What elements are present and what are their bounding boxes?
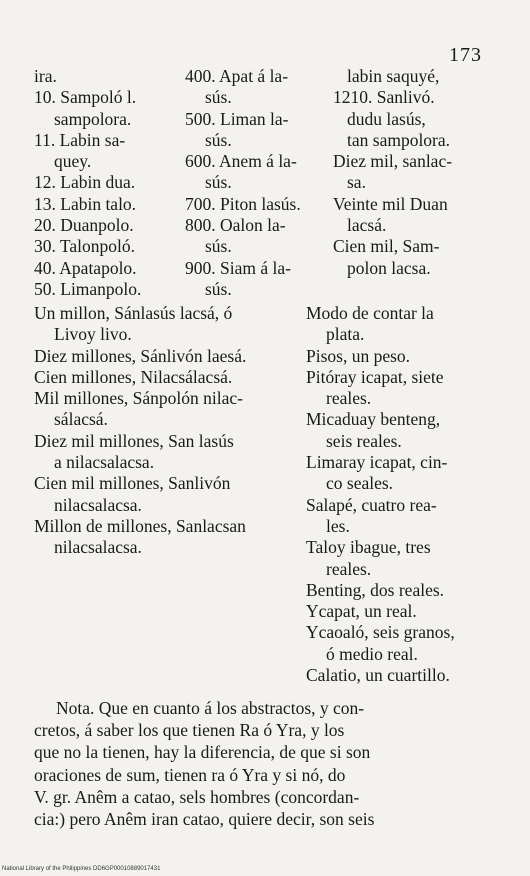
text-line: Pitóray icapat, siete [306, 366, 444, 387]
millions-column [34, 303, 319, 559]
text-line: 40. Apatapolo. [34, 257, 137, 278]
text-line: nilacsalacsa. [54, 494, 142, 515]
numbers-column-1 [34, 66, 194, 300]
page-number: 173 [449, 44, 482, 66]
text-line: tan sampolora. [347, 129, 451, 150]
text-line: 20. Duanpolo. [34, 215, 134, 236]
text-line: Diez millones, Sánlivón laesá. [34, 345, 247, 366]
text-line: Calatio, un cuartillo. [306, 665, 450, 686]
text-line: Benting, dos reales. [306, 579, 445, 600]
text-line: Veinte mil Duan [333, 193, 448, 214]
text-line: sampolora. [54, 108, 132, 129]
text-line: Limaray icapat, cin- [306, 452, 448, 473]
text-line: 10. Sampoló l. [34, 87, 137, 108]
text-line: 50. Limanpolo. [34, 278, 142, 299]
text-line: oraciones de sum, tienen ra ó Yra y si nó, do [34, 764, 346, 785]
text-line: Ycaoaló, seis granos, [306, 622, 455, 643]
text-line: 500. Liman la- [185, 108, 289, 129]
text-line: sús. [205, 278, 232, 299]
text-line: 700. Piton lasús. [185, 193, 301, 214]
text-line: 12. Labin dua. [34, 172, 136, 193]
text-line: Diez mil, sanlac- [333, 151, 453, 172]
text-line: Cien millones, Nilacsálacsá. [34, 366, 233, 387]
text-line: dudu lasús, [347, 108, 426, 129]
text-line: polon lacsa. [347, 257, 431, 278]
text-line: que no la tienen, hay la diferencia, de que si son [34, 742, 371, 763]
text-line: 600. Anem á la- [185, 151, 297, 172]
text-line: 30. Talonpoló. [34, 236, 136, 257]
text-line: 900. Siam á la- [185, 257, 291, 278]
text-line: Micaduay benteng, [306, 409, 441, 430]
text-line: Un millon, Sánlasús lacsá, ó [34, 303, 233, 323]
text-line: Pisos, un peso. [306, 345, 411, 366]
text-line: lacsá. [347, 215, 387, 236]
library-footer: National Library of the Philippines DD6GP00010889017431 [2, 866, 161, 872]
text-line: reales. [326, 558, 372, 579]
text-line: Taloy ibague, tres [306, 537, 431, 558]
text-line: labin saquyé, [347, 66, 440, 86]
text-line: 800. Oalon la- [185, 215, 286, 236]
numbers-column-2 [185, 66, 335, 300]
text-line: Modo de contar la [306, 303, 434, 323]
text-line: sús. [205, 236, 232, 257]
text-line: a nilacsalacsa. [54, 452, 155, 473]
text-line: 13. Labin talo. [34, 193, 137, 214]
text-line: Cien mil millones, Sanlivón [34, 473, 231, 494]
money-column [306, 303, 491, 686]
text-line: sálacsá. [54, 409, 108, 430]
text-line: ó medio real. [326, 643, 418, 664]
text-line: quey. [54, 151, 92, 172]
text-line: sús. [205, 172, 232, 193]
text-line: V. gr. Anêm a catao, sels hombres (concordan- [34, 786, 360, 807]
text-line: cretos, á saber los que tienen Ra ó Yra, y los [34, 720, 345, 741]
text-line: Ycapat, un real. [306, 601, 417, 622]
numbers-column-3 [333, 66, 493, 279]
text-line: sús. [205, 129, 232, 150]
text-line: nilacsalacsa. [54, 537, 142, 558]
text-line: Nota. Que en cuanto á los abstractos, y con- [56, 698, 365, 718]
text-line: les. [326, 515, 350, 536]
text-line: 11. Labin sa- [34, 129, 126, 150]
text-line: 400. Apat á la- [185, 66, 289, 86]
text-line: Mil millones, Sánpolón nilac- [34, 388, 244, 409]
text-line: sús. [205, 87, 232, 108]
text-line: Livoy livo. [54, 324, 132, 345]
text-line: sa. [347, 172, 366, 193]
text-line: ira. [34, 66, 57, 86]
text-line: reales. [326, 388, 372, 409]
text-line: plata. [326, 324, 365, 345]
text-line: cia:) pero Anêm iran catao, quiere decir, son seis [34, 808, 375, 829]
nota-paragraph [34, 697, 486, 830]
text-line: seis reales. [326, 430, 402, 451]
text-line: Cien mil, Sam- [333, 236, 440, 257]
text-line: co seales. [326, 473, 394, 494]
text-line: Diez mil millones, San lasús [34, 430, 234, 451]
text-line: 1210. Sanlivó. [333, 87, 435, 108]
text-line: Salapé, cuatro rea- [306, 494, 437, 515]
text-line: Millon de millones, Sanlacsan [34, 515, 246, 536]
